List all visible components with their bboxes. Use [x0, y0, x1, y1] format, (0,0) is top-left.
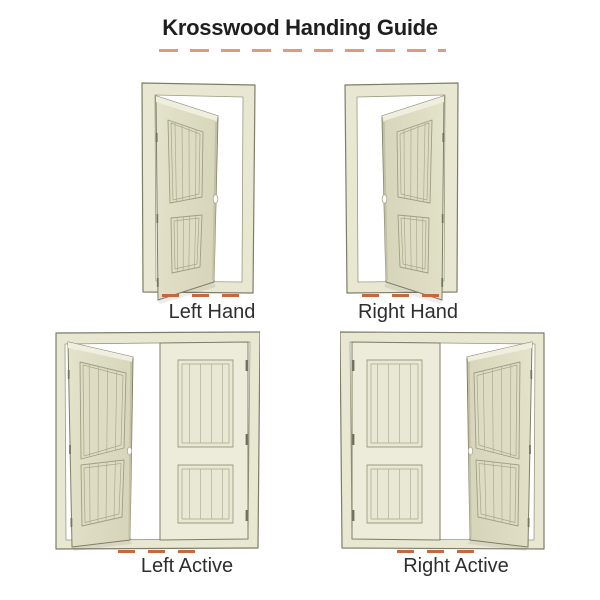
right-hand-marker-dashes	[362, 294, 439, 297]
right-hand-door-illustration	[340, 78, 470, 306]
right-active-label: Right Active	[403, 555, 509, 577]
title-underline-dashes	[159, 49, 446, 52]
left-hand-marker-dashes	[162, 294, 239, 297]
right-hand-label: Right Hand	[357, 301, 459, 323]
left-active-double-door-illustration	[55, 330, 260, 552]
right-active-double-door-illustration	[340, 330, 545, 552]
page-title: Krosswood Handing Guide	[162, 15, 438, 40]
right-active-marker-dashes	[397, 550, 474, 553]
left-active-marker-dashes	[118, 550, 195, 553]
left-active-label: Left Active	[140, 555, 234, 577]
left-hand-door-illustration	[130, 78, 260, 306]
left-hand-label: Left Hand	[168, 301, 256, 323]
